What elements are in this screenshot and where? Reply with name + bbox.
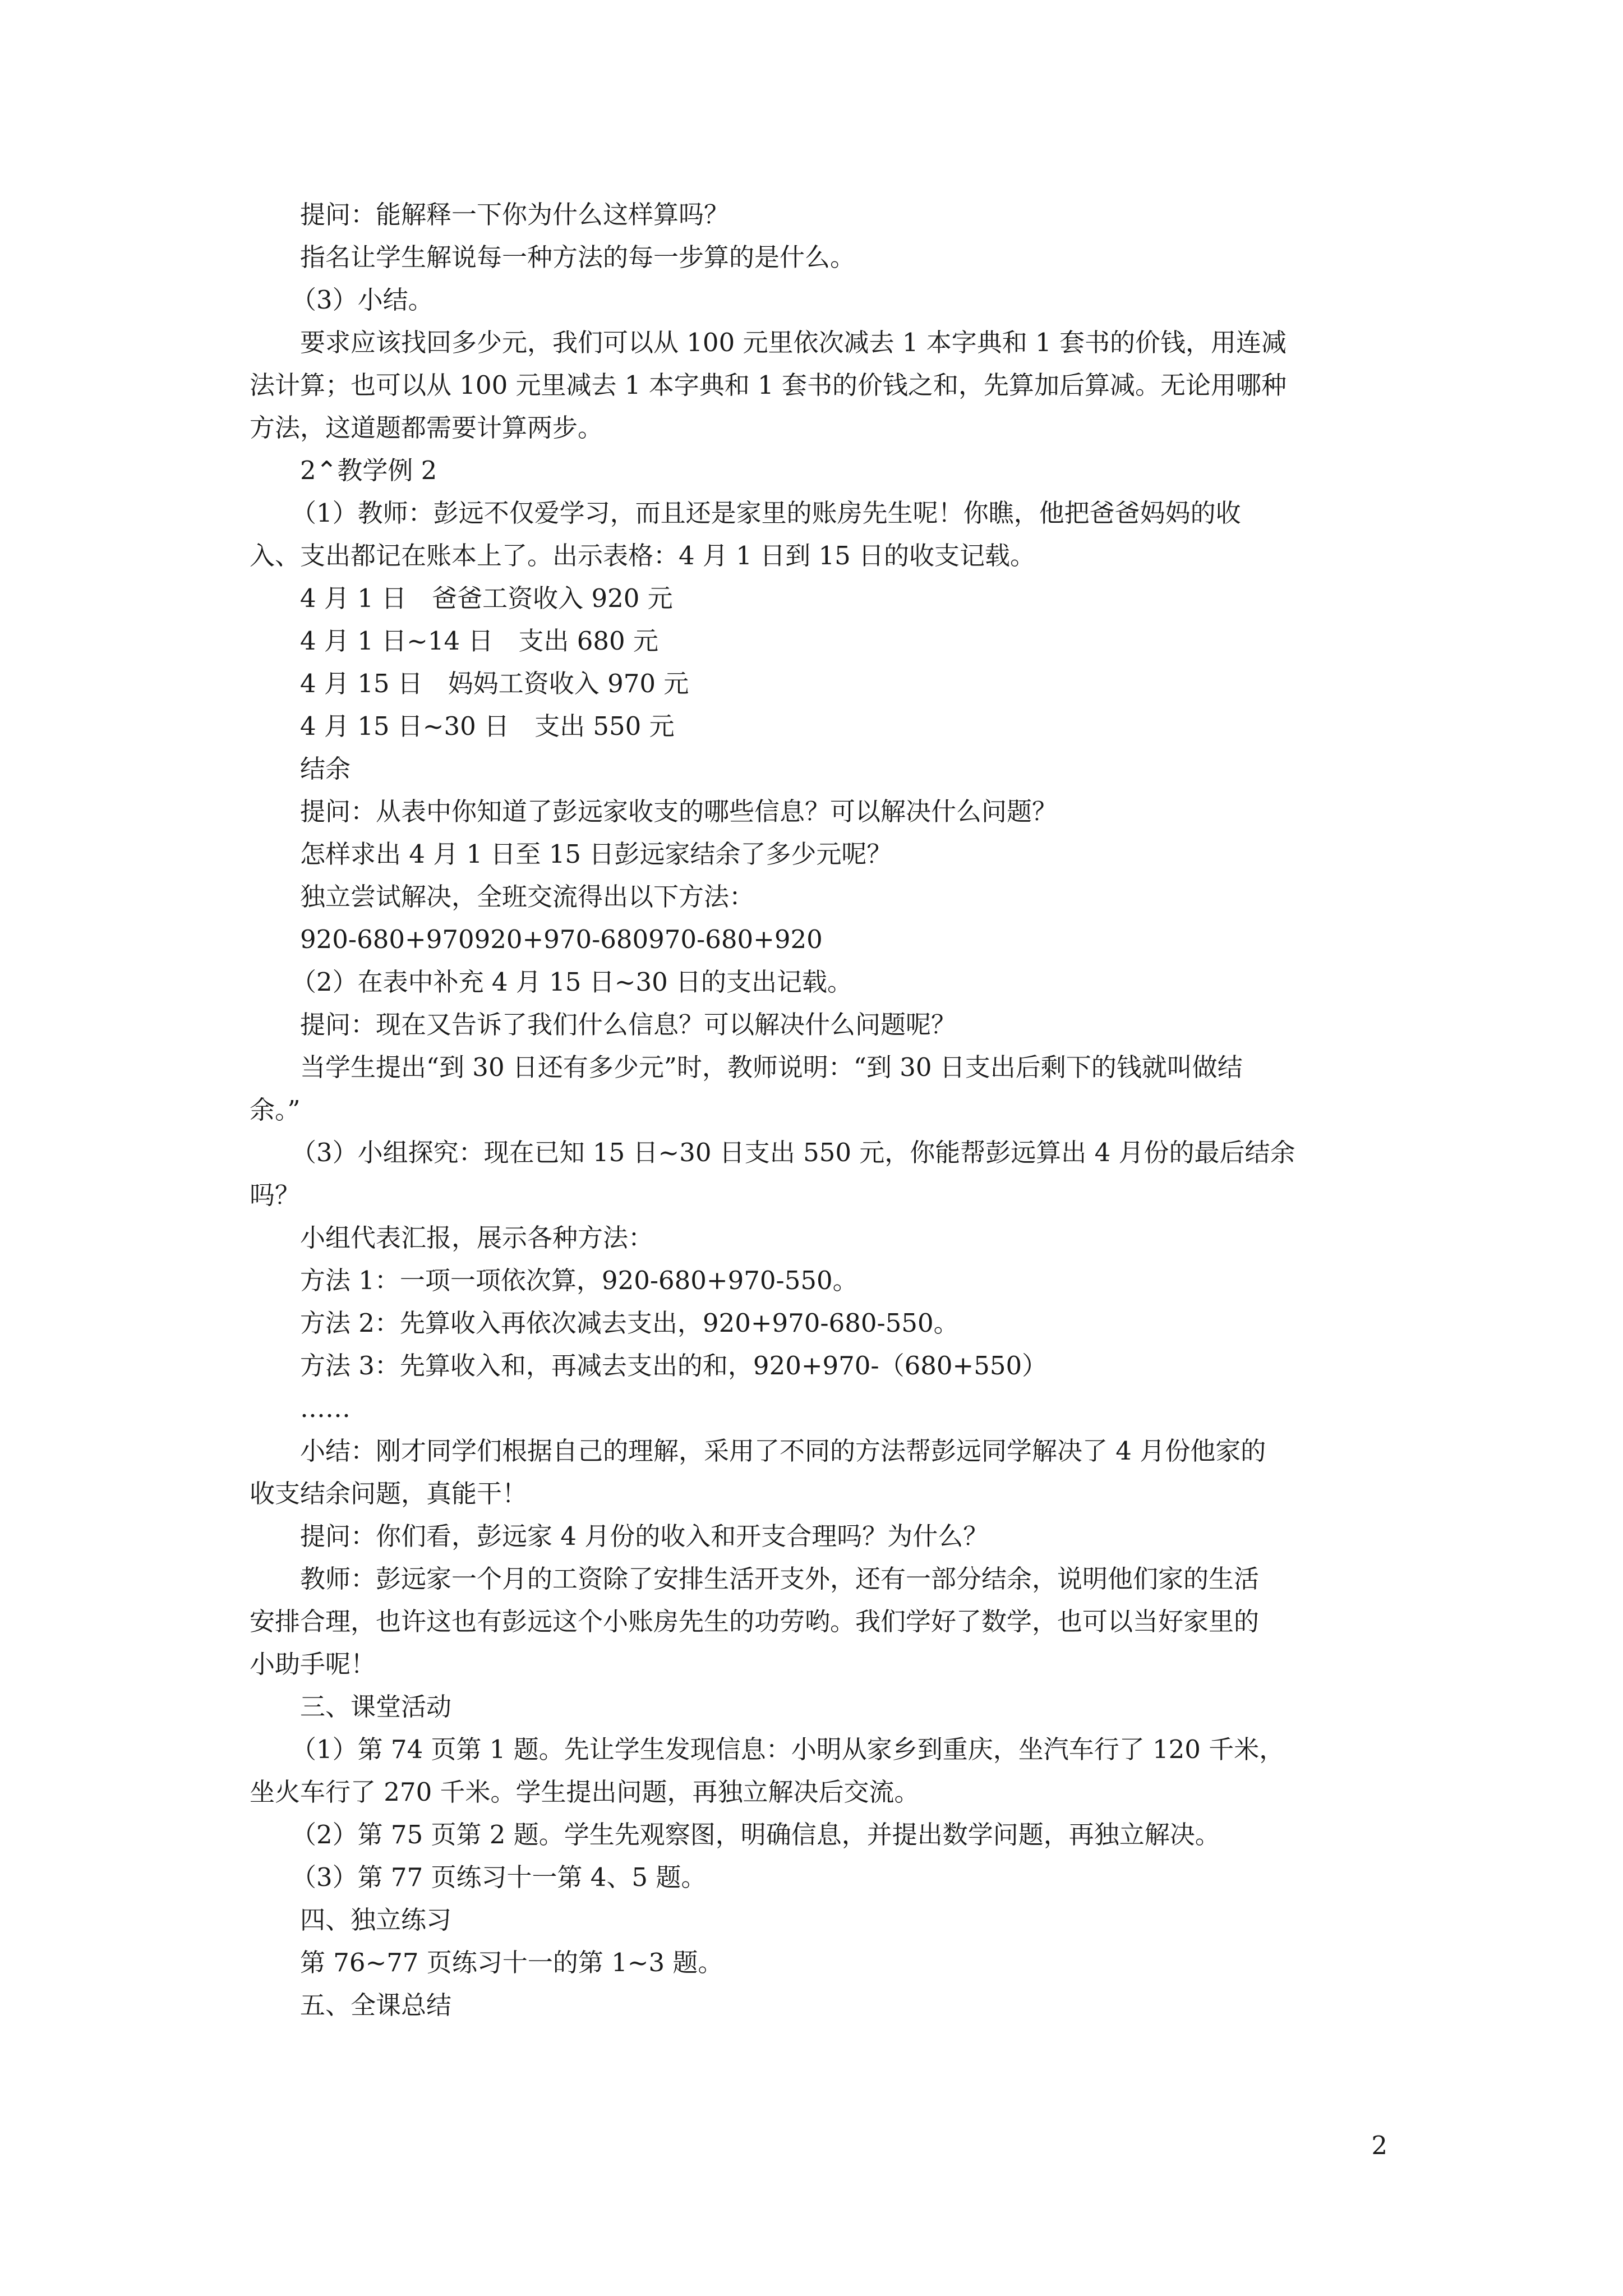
text-line: 提问：你们看，彭远家 4 月份的收入和开支合理吗？为什么？: [300, 1521, 989, 1551]
text-line: （3）小组探究：现在已知 15 日~30 日支出 550 元，你能帮彭远算出 4 月份的最后结余: [291, 1138, 1295, 1167]
section-heading: 四、独立练习: [300, 1905, 452, 1935]
section-heading: 三、课堂活动: [300, 1692, 452, 1722]
text-line: 余。”: [250, 1095, 301, 1125]
ledger-entry: 4 月 1 日 爸爸工资收入 920 元: [300, 583, 673, 613]
text-line: 要求应该找回多少元，我们可以从 100 元里依次减去 1 本字典和 1 套书的价钱，用连减: [300, 328, 1287, 357]
text-line: 当学生提出“到 30 日还有多少元”时，教师说明：“到 30 日支出后剩下的钱就叫做结: [300, 1052, 1243, 1082]
text-line: 提问：现在又告诉了我们什么信息？可以解决什么问题呢？: [300, 1010, 957, 1039]
text-line: 怎样求出 4 月 1 日至 15 日彭远家结余了多少元呢？: [300, 839, 892, 869]
text-line: 小助手呢！: [250, 1649, 376, 1679]
ellipsis-line: ……: [300, 1393, 351, 1423]
text-line: （2）在表中补充 4 月 15 日~30 日的支出记载。: [291, 967, 853, 997]
method-line: 方法 1：一项一项依次算，920-680+970-550。: [300, 1266, 858, 1295]
document-body: [250, 194, 1388, 2027]
text-line: （3）小结。: [291, 285, 434, 315]
text-line: 方法，这道题都需要计算两步。: [250, 413, 603, 443]
text-line: 教师：彭远家一个月的工资除了安排生活开支外，还有一部分结余，说明他们家的生活: [300, 1564, 1260, 1594]
text-line: 提问：从表中你知道了彭远家收支的哪些信息？可以解决什么问题？: [300, 797, 1058, 826]
text-line: （2）第 75 页第 2 题。学生先观察图，明确信息，并提出数学问题，再独立解决。: [291, 1820, 1220, 1849]
method-line: 方法 3：先算收入和，再减去支出的和，920+970-（680+550）: [300, 1351, 1048, 1381]
ledger-entry: 4 月 15 日 妈妈工资收入 970 元: [300, 669, 689, 698]
method-line: 方法 2：先算收入再依次减去支出，920+970-680-550。: [300, 1308, 959, 1338]
text-line: 小结：刚才同学们根据自己的理解，采用了不同的方法帮彭远同学解决了 4 月份他家的: [300, 1436, 1266, 1466]
text-line: 吗？: [250, 1180, 301, 1210]
section-heading: 五、全课总结: [300, 1990, 452, 2020]
ledger-entry: 4 月 1 日~14 日 支出 680 元: [300, 626, 658, 656]
text-line: （1）第 74 页第 1 题。先让学生发现信息：小明从家乡到重庆，坐汽车行了 120 千米，: [291, 1734, 1285, 1764]
text-line: 第 76~77 页练习十一的第 1~3 题。: [300, 1948, 723, 1977]
text-line: 小组代表汇报，展示各种方法：: [300, 1223, 654, 1253]
text-line: 独立尝试解决，全班交流得出以下方法：: [300, 882, 755, 912]
text-line: 法计算；也可以从 100 元里减去 1 本字典和 1 套书的价钱之和，先算加后算减。无论用哪种: [250, 370, 1287, 400]
text-line: （1）教师：彭远不仅爱学习，而且还是家里的账房先生呢！你瞧，他把爸爸妈妈的收: [291, 498, 1241, 528]
text-line: 坐火车行了 270 千米。学生提出问题，再独立解决后交流。: [250, 1777, 920, 1807]
text-line: 入、支出都记在账本上了。出示表格：4 月 1 日到 15 日的收支记载。: [250, 541, 1036, 570]
page-number: 2: [1371, 2131, 1387, 2160]
text-line: 安排合理，也许这也有彭远这个小账房先生的功劳哟。我们学好了数学，也可以当好家里的: [250, 1607, 1260, 1636]
ledger-entry: 4 月 15 日~30 日 支出 550 元: [300, 711, 675, 741]
ledger-entry: 结余: [300, 754, 351, 784]
text-line: （3）第 77 页练习十一第 4、5 题。: [291, 1862, 707, 1892]
formula-line: 920-680+970920+970-680970-680+920: [300, 924, 823, 954]
text-line: 提问：能解释一下你为什么这样算吗？: [300, 200, 730, 229]
text-line: 指名让学生解说每一种方法的每一步算的是什么。: [300, 242, 856, 272]
text-line: 收支结余问题，真能干！: [250, 1479, 528, 1508]
section-heading: 2⌃教学例 2: [300, 455, 437, 485]
